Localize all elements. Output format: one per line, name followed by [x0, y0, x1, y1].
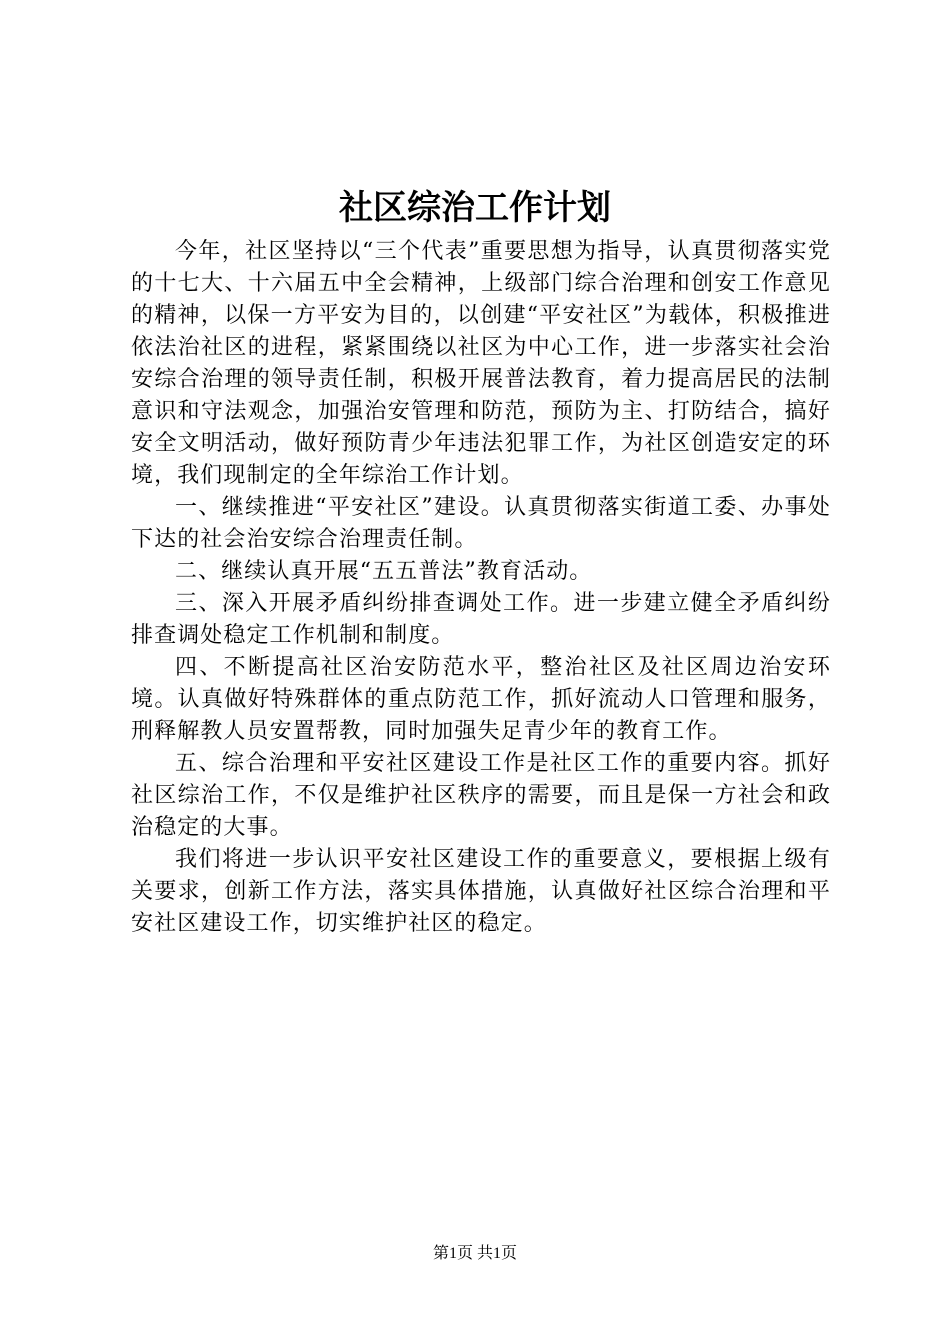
paragraph-item-5: 五、综合治理和平安社区建设工作是社区工作的重要内容。抓好社区综治工作，不仅是维护社区秩序的需要，而且是保一方社会和政治稳定的大事。 [131, 751, 831, 840]
paragraph-item-2: 二、继续认真开展“五五普法”教育活动。 [175, 559, 593, 584]
page-footer: 第1页 共1页 [432, 1245, 517, 1262]
paragraph-item-4: 四、不断提高社区治安防范水平，整治社区及社区周边治安环境。认真做好特殊群体的重点防范工作，抓好流动人口管理和服务，刑释解教人员安置帮教，同时加强失足青少年的教育工作。 [131, 655, 831, 744]
document-body [131, 236, 831, 940]
document-title: 社区综治工作计划 [339, 188, 611, 228]
paragraph-conclusion: 我们将进一步认识平安社区建设工作的重要意义，要根据上级有关要求，创新工作方法，落实具体措施，认真做好社区综合治理和平安社区建设工作，切实维护社区的稳定。 [131, 847, 831, 936]
paragraph-item-1: 一、继续推进“平安社区”建设。认真贯彻落实街道工委、办事处下达的社会治安综合治理责任制。 [131, 495, 831, 552]
paragraph-item-3: 三、深入开展矛盾纠纷排查调处工作。进一步建立健全矛盾纠纷排查调处稳定工作机制和制度。 [131, 591, 831, 648]
paragraph-intro: 今年，社区坚持以“三个代表”重要思想为指导，认真贯彻落实党的十七大、十六届五中全会精神，上级部门综合治理和创安工作意见的精神，以保一方平安为目的，以创建“平安社区”为载体，积极推进依法治社区的进程，紧紧围绕以社区为中心工作，进一步落实社会治安综合治理的领导责任制，积极开展普法教育，着力提高居民的法制意识和守法观念，加强治安管理和防范，预防为主、打防结合，搞好安全文明活动，做好预防青少年违法犯罪工作，为社区创造安定的环境，我们现制定的全年综治工作计划。 [131, 239, 831, 488]
